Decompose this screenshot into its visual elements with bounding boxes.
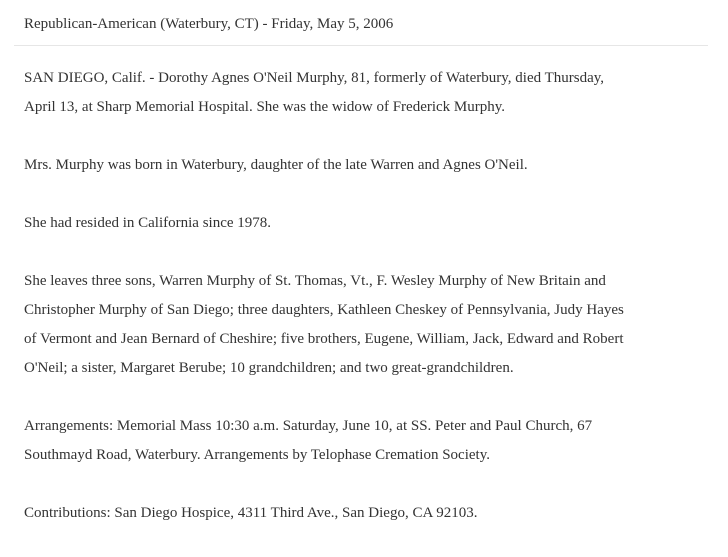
obituary-article	[24, 64, 714, 557]
article-dateline: Republican-American (Waterbury, CT) - Friday, May 5, 2006	[24, 16, 394, 32]
paragraph-arrangements: Arrangements: Memorial Mass 10:30 a.m. Saturday, June 10, at SS. Peter and Paul Church, 67 Southmayd Road, Waterbury. Arrangements by Telophase Cremation Society.	[24, 418, 593, 463]
header-divider	[14, 45, 708, 46]
paragraph-birth: Mrs. Murphy was born in Waterbury, daughter of the late Warren and Agnes O'Neil.	[24, 157, 528, 173]
paragraph-survivors: She leaves three sons, Warren Murphy of St. Thomas, Vt., F. Wesley Murphy of New Britain and Christopher Murphy of San Diego; three daughters, Kathleen Cheskey of Pennsylvania, Judy Hayes of Vermont and Jean Bernard of Cheshire; five brothers, Eugene, William, Jack, Edward and Robert O'Neil; a sister, Margaret Berube; 10 grandchildren; and two great-grandchildren.	[24, 273, 624, 376]
paragraph-death-notice: SAN DIEGO, Calif. - Dorothy Agnes O'Neil Murphy, 81, formerly of Waterbury, died Thursday, April 13, at Sharp Memorial Hospital. She was the widow of Frederick Murphy.	[24, 70, 605, 115]
paragraph-residence: She had resided in California since 1978.	[24, 215, 272, 231]
paragraph-contributions: Contributions: San Diego Hospice, 4311 Third Ave., San Diego, CA 92103.	[24, 505, 478, 521]
